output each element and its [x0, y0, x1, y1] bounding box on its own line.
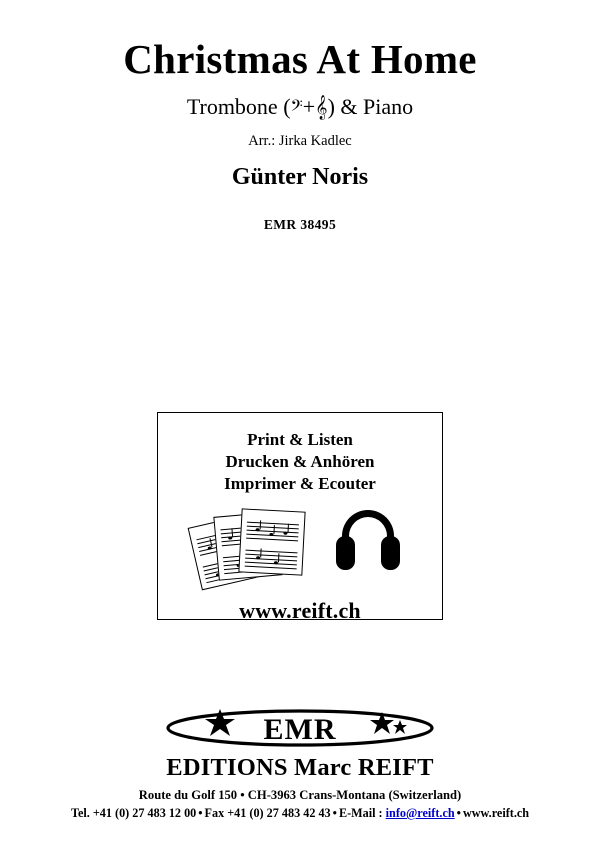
publisher-contact	[0, 806, 600, 821]
print-listen-label-en: Print & Listen	[247, 430, 353, 449]
listen-box-graphics	[158, 502, 442, 588]
arranger-credit: Arr.: Jirka Kadlec	[248, 133, 352, 150]
sheet-music-page-front	[238, 509, 305, 576]
headphones-icon	[336, 510, 400, 576]
publisher-name: EDITIONS Marc REIFT	[166, 754, 434, 781]
emr-logo-graphic	[150, 704, 450, 752]
bullet-separator-3: •	[456, 806, 461, 820]
bullet-separator-1: •	[198, 806, 203, 820]
svg-text:EMR: EMR	[263, 713, 337, 746]
web-link[interactable]: www.reift.ch	[462, 806, 530, 820]
catalog-reference: EMR 38495	[263, 217, 337, 233]
treble-clef-icon: 𝄞	[315, 95, 328, 120]
page-title: Christmas At Home	[123, 36, 477, 82]
title-block	[0, 38, 600, 233]
emr-logo	[150, 704, 450, 752]
page-footer	[0, 704, 600, 821]
email-link[interactable]: info@reift.ch	[385, 806, 455, 820]
bullet-separator-2: •	[332, 806, 337, 820]
composer-name: Günter Noris	[231, 164, 369, 191]
sheet-music-icon	[194, 506, 314, 582]
instrumentation-line	[0, 95, 600, 119]
headphones-cup-right	[381, 536, 400, 570]
bass-clef-icon: 𝄢	[290, 98, 303, 120]
phone-label: Tel. +41 (0) 27 483 12 00	[70, 806, 197, 820]
print-listen-labels	[158, 429, 442, 494]
publisher-address: Route du Golf 150 • CH-3963 Crans-Montana (Switzerland)	[138, 788, 462, 802]
instrumentation-plus: +	[302, 94, 316, 120]
instrumentation-suffix: ) & Piano	[327, 94, 414, 120]
print-listen-label-fr: Imprimer & Ecouter	[224, 473, 376, 493]
fax-label: Fax +41 (0) 27 483 42 43	[204, 806, 331, 820]
instrumentation-prefix: Trombone (	[186, 94, 291, 120]
headphones-cup-left	[336, 536, 355, 570]
print-listen-label-de: Drucken & Anhören	[225, 451, 375, 471]
print-and-listen-box	[157, 412, 443, 624]
website-url[interactable]: www.reift.ch	[239, 598, 361, 624]
email-label: E-Mail :	[338, 806, 383, 820]
